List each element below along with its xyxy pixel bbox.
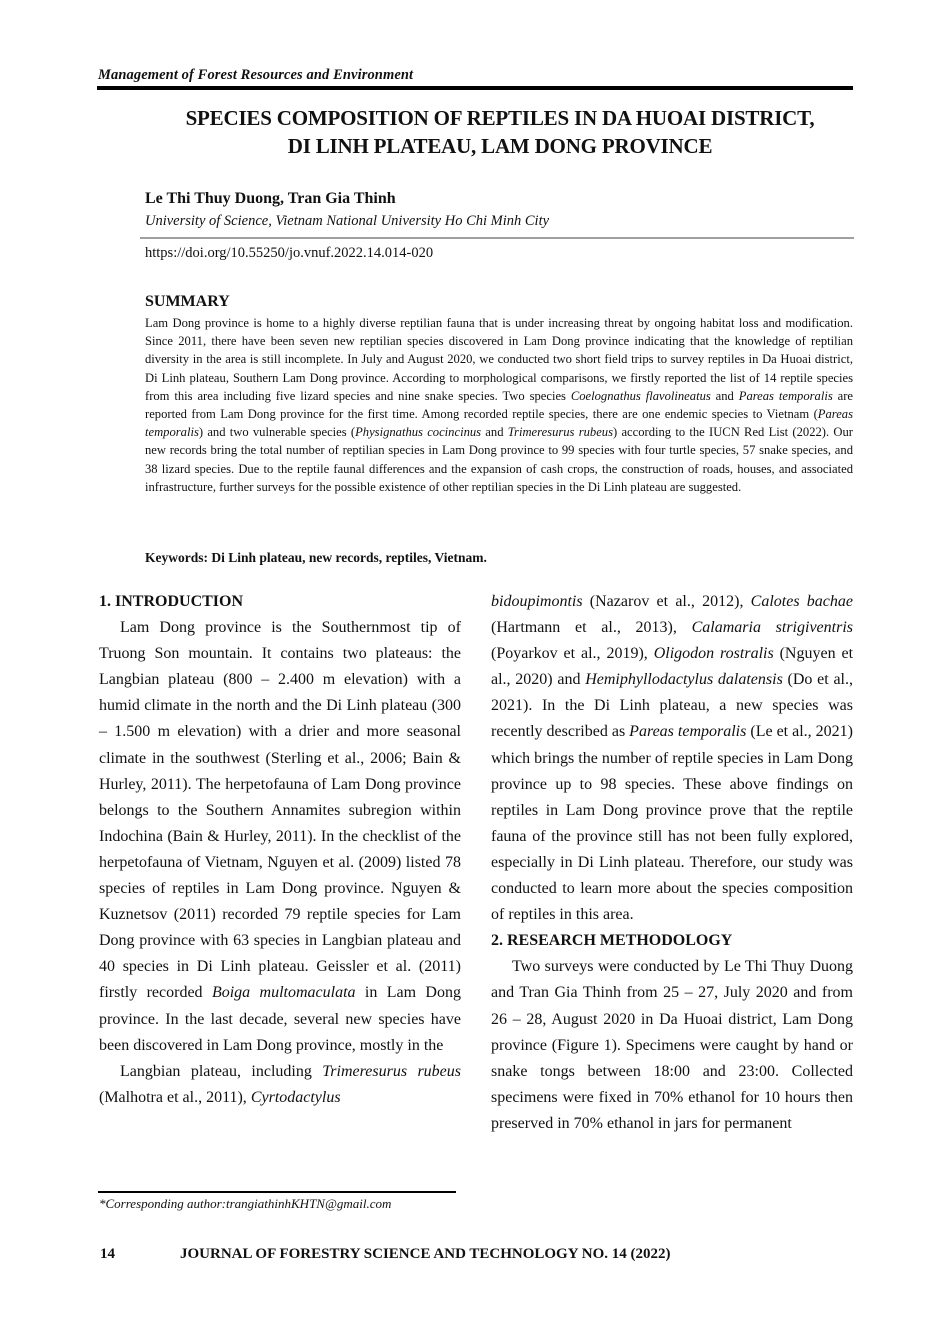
species-name: Physignathus cocincinus [355,425,482,440]
text-run: (Poyarkov et al., 2019), [491,645,654,663]
intro-paragraph-2-continued [491,589,853,928]
intro-paragraph-1 [99,615,461,1059]
text-run: ) according to the IUCN Red List (2022). Our new records bring the total number of reptilian species in Lam Dong province to 99 species with four turtle species, 57 snake species, and 38 lizard species. Due to the reptile faunal differences and the expansion of cash crops, the construction of roads, houses, and associated infrastructure, further surveys for the possible existence of other reptilian species in the Di Linh plateau are suggested. [145,425,853,494]
title-line-2: DI LINH PLATEAU, LAM DONG PROVINCE [287,134,713,158]
affiliation-rule [140,237,854,239]
text-run: Lam Dong province is home to a highly diverse reptilian fauna that is under increasing threat by ongoing habitat loss and modification. Since 2011, there have been seven new reptilian species discovered in Lam Dong province indicating that the knowledge of reptilian diversity in the area is still incomplete. In July and August 2020, we conducted two short field trips to survey reptiles in Da Huoai district, Di Linh plateau, Southern Lam Dong province. According to morphological comparisons, we firstly reported the list of 14 reptile species from this area including five lizard species and nine snake species. Two species [145,316,853,403]
summary-text [145,314,853,496]
affiliation: University of Science, Vietnam National University Ho Chi Minh City [145,213,550,229]
intro-paragraph-2 [99,1059,461,1111]
species-name: Calamaria strigiventris [691,619,853,637]
species-name: Coelognathus flavolineatus [570,388,711,403]
keywords: Keywords: Di Linh plateau, new records, reptiles, Vietnam. [145,550,487,565]
text-run: (Malhotra et al., 2011), [99,1088,251,1106]
species-name: Pareas temporalis [738,388,833,403]
text-run: Langbian plateau, including [120,1062,323,1080]
left-column [99,589,461,1111]
text-run: (Nazarov et al., 2012), [582,593,751,610]
corresponding-author-footnote: *Corresponding author:trangiathinhKHTN@gmail.com [99,1196,392,1211]
methodology-paragraph-1: Two surveys were conducted by Le Thi Thuy Duong and Tran Gia Thinh from 25 – 27, July 2020 and from 26 – 28, August 2020 in Da Huoai district, Lam Dong province (Figure 1). Specimens were caught by hand or snake tongs between 18:00 and 23:00. Collected specimens were fixed in 70% ethanol for 10 hours then preserved in 70% ethanol in jars for permanent [491,958,853,1132]
section-heading-introduction: 1. INTRODUCTION [99,593,244,610]
text-run: (Hartmann et al., 2013), [491,619,692,637]
species-name: Trimeresurus rubeus [507,425,613,440]
species-name: Pareas temporalis [629,723,747,741]
text-run: ) and two vulnerable species ( [198,425,356,440]
journal-footer: JOURNAL OF FORESTRY SCIENCE AND TECHNOLOGY NO. 14 (2022) [180,1246,671,1262]
footnote-rule [98,1191,456,1193]
species-name: Boiga multomaculata [211,984,356,1002]
text-run: Lam Dong province is the Southernmost tip of Truong Son mountain. It contains two plateaus: the Langbian plateau (800 – 2.400 m elevation) with a humid climate in the north and the Di Linh plateau (300 – 1.500 m elevation) with a drier and more seasonal climate in the southwest (Sterling et al., 2006; Bain & Hurley, 2011). The herpetofauna of Lam Dong province belongs to the Southern Annamites subregion within Indochina (Bain & Hurley, 2011). In the checklist of the herpetofauna of Vietnam, Nguyen et al. (2009) listed 78 species of reptiles in Lam Dong province. Nguyen & Kuznetsov (2011) recorded 79 reptile species for Lam Dong province with 63 species in Langbian plateau and 40 species in Di Linh plateau. Geissler et al. (2011) firstly recorded [99,619,461,1002]
authors: Le Thi Thuy Duong, Tran Gia Thinh [145,190,396,207]
paper-title [100,104,900,160]
header-rule [97,86,853,90]
text-run: are reported from Lam Dong province for the first time. Among recorded reptile species, there are one endemic species to Vietnam ( [145,388,854,422]
text-run: in Lam Dong province. In the last decade, several new species have been discovered in Lam Dong province, mostly in the [99,984,461,1054]
text-run: and [481,425,508,440]
species-name: Calotes bachae [750,593,853,610]
title-line-1: SPECIES COMPOSITION OF REPTILES IN DA HUOAI DISTRICT, [185,106,815,130]
text-run: (Le et al., 2021) which brings the number of reptile species in Lam Dong province up to 98 species. These above findings on reptiles in Lam Dong province prove that the reptile fauna of the province still has not been fully explored, especially in Di Linh plateau. Therefore, our study was conducted to learn more about the species composition of reptiles in this area. [491,723,853,924]
running-header: Management of Forest Resources and Environment [98,67,414,83]
species-name: Pareas temporalis [145,407,853,440]
species-name: bidoupimontis [491,593,583,610]
species-name: Cyrtodactylus [250,1088,341,1106]
species-name: Trimeresurus rubeus [322,1062,461,1080]
doi-link[interactable]: https://doi.org/10.55250/jo.vnuf.2022.14.014-020 [145,245,434,261]
summary-heading: SUMMARY [145,293,230,310]
text-run: (Nguyen et al., 2020) and [491,645,854,689]
section-heading-methodology: 2. RESEARCH METHODOLOGY [491,932,733,950]
right-column [491,589,853,1137]
page-number: 14 [100,1246,115,1262]
species-name: Hemiphyllodactylus dalatensis [585,671,783,689]
text-run: and [710,388,739,403]
species-name: Oligodon rostralis [653,645,774,663]
text-run: (Do et al., 2021). In the Di Linh plateau, a new species was recently described as [491,671,854,741]
